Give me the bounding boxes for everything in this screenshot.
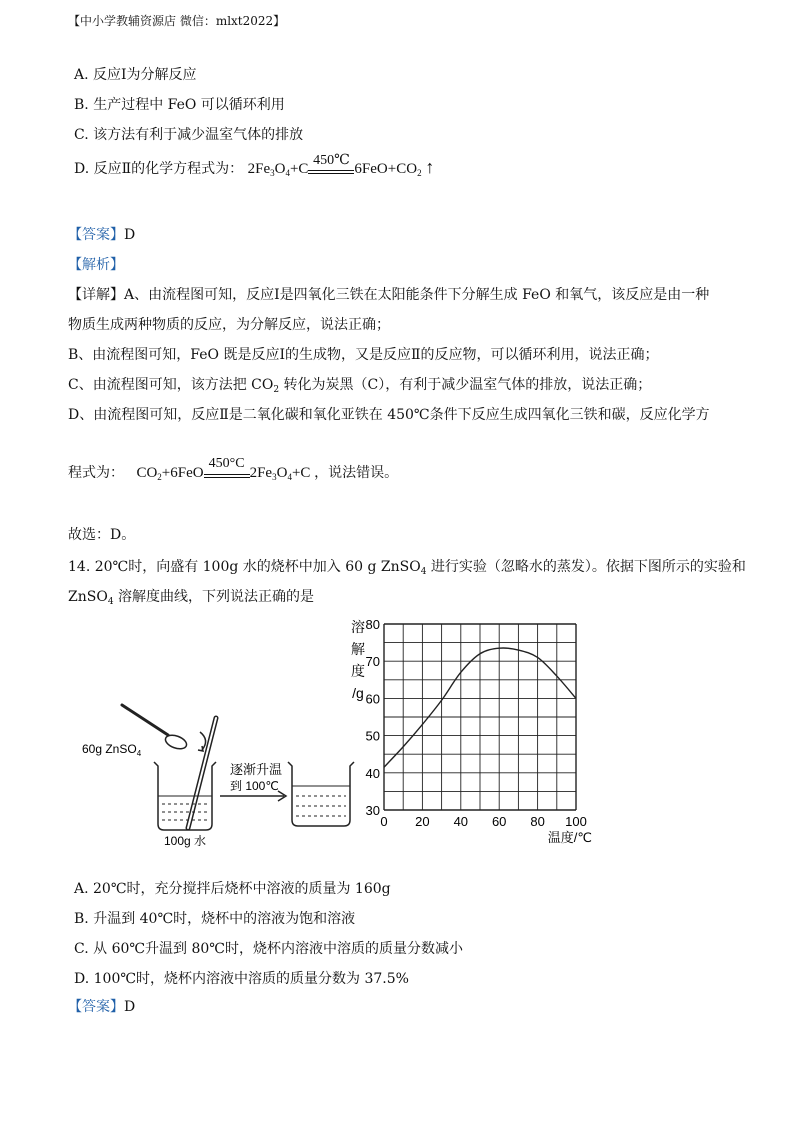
detail-c-text: 转化为炭黑（C），有利于减少温室气体的排放，说法正确；	[279, 377, 652, 393]
heat-label-1: 逐渐升温	[230, 762, 283, 777]
subscript: 2	[417, 168, 422, 178]
analysis-label: 【解析】	[68, 257, 124, 273]
q14-option-c: C. 从 60℃升温到 80℃时，烧杯内溶液中溶质的质量分数减小	[74, 941, 463, 957]
q14-option-d: D. 100℃时，烧杯内溶液中溶质的质量分数为 37.5%	[74, 971, 409, 987]
option-d-prefix: D. 反应Ⅱ的化学方程式为：	[74, 161, 244, 177]
y-tick-labels	[366, 617, 380, 818]
detail-d-line-1: D、由流程图可知，反应Ⅱ是二氧化碳和氧化亚铁在 450℃条件下反应生成四氧化三铁和碳，反应化学方	[68, 407, 710, 423]
answer-label: 【答案】	[68, 999, 124, 1015]
y-axis-label-char: 度	[351, 663, 365, 679]
subscript: 4	[107, 597, 114, 607]
spoon-handle	[122, 705, 168, 735]
equals-line	[308, 170, 354, 171]
solute-label: 60g ZnSO$_4$	[82, 742, 142, 758]
answer-line	[68, 224, 135, 244]
y-tick-label: 40	[365, 765, 380, 781]
heat-label-2: 到 100℃	[230, 779, 279, 793]
q14-text: ZnSO	[68, 589, 108, 605]
answer-label: 【答案】	[68, 227, 124, 243]
q14-text: 14. 20℃时，向盛有 100g 水的烧杯中加入 60 g ZnSO	[68, 559, 421, 575]
y-tick-label: 60	[365, 691, 380, 707]
subscript: 2	[157, 472, 162, 482]
y-axis-label-char: 溶	[351, 619, 365, 635]
detail-b: B、由流程图可知，FeO 既是反应Ⅰ的生成物，又是反应Ⅱ的反应物，可以循环利用，说法正确；	[68, 347, 659, 363]
subscript: 4	[285, 168, 290, 178]
q14-text: 溶解度曲线，下列说法正确的是	[113, 589, 314, 605]
answer-value: D	[124, 999, 136, 1015]
reaction-condition	[204, 456, 250, 482]
y-axis-label-char: 解	[351, 641, 365, 657]
x-tick-label: 60	[491, 814, 507, 829]
formula-term: 6FeO+CO	[354, 161, 418, 177]
equals-line	[308, 173, 354, 174]
formula-term: O	[274, 161, 286, 177]
header-watermark: 【中小学教辅资源店 微信：mlxt2022】	[68, 14, 286, 28]
detail-line-2: 物质生成两种物质的反应，为分解反应，说法正确；	[68, 317, 390, 333]
detail-d-prefix: 程式为：	[68, 465, 124, 481]
y-tick-label: 80	[365, 617, 380, 632]
x-tick-labels	[380, 814, 586, 829]
x-tick-label: 80	[530, 814, 545, 829]
gas-arrow-icon: ↑	[425, 157, 435, 177]
q14-option-b: B. 升温到 40℃时，烧杯中的溶液为饱和溶液	[74, 911, 356, 927]
formula-term: +C	[291, 465, 311, 481]
subscript: 4	[420, 567, 427, 577]
option-d	[74, 152, 434, 178]
subscript: 2	[273, 385, 280, 395]
x-axis-label: 温度/℃	[547, 830, 592, 845]
option-b: B. 生产过程中 FeO 可以循环利用	[74, 97, 285, 113]
option-a: A. 反应Ⅰ为分解反应	[74, 67, 197, 83]
y-axis-label-char: /g	[352, 685, 364, 701]
reaction-condition	[308, 152, 354, 178]
y-tick-label: 70	[365, 654, 380, 670]
y-tick-label: 50	[365, 728, 380, 744]
q14-answer-line	[68, 996, 135, 1016]
formula-term: 2Fe	[249, 465, 273, 481]
detail-c-text: C、由流程图可知，该方法把 CO	[68, 377, 274, 393]
solubility-chart	[340, 612, 610, 852]
x-tick-label: 100	[565, 814, 587, 829]
detail-d-line-2	[68, 456, 398, 482]
detail-c	[68, 374, 651, 394]
x-tick-label: 0	[380, 814, 388, 829]
chart-grid	[384, 624, 576, 810]
formula-term: O	[276, 465, 288, 481]
q14-stem-line-2	[68, 586, 314, 606]
y-axis-label	[351, 619, 365, 701]
detail-line-1: 【详解】A、由流程图可知，反应Ⅰ是四氧化三铁在太阳能条件下分解生成 FeO 和氧气，该反应是由一种	[68, 287, 710, 303]
stir-arrowhead	[198, 746, 203, 751]
x-tick-label: 20	[415, 814, 430, 829]
equals-line	[204, 474, 250, 475]
option-d-formula	[247, 153, 435, 178]
condition-temperature: 450℃	[313, 153, 350, 168]
water-label: 100g 水	[164, 834, 207, 848]
detail-d-suffix: ，说法错误。	[314, 465, 399, 481]
y-tick-label: 30	[365, 803, 380, 818]
formula-term: 2Fe	[247, 161, 271, 177]
correct-formula	[136, 456, 314, 482]
formula-term: CO	[136, 465, 158, 481]
formula-term: +C	[289, 161, 309, 177]
equals-line	[204, 477, 250, 478]
subscript: 3	[272, 472, 277, 482]
condition-temperature: 450°C	[208, 456, 245, 471]
spoon-bowl-icon	[164, 733, 189, 752]
x-tick-label: 40	[453, 814, 469, 829]
option-c: C. 该方法有利于减少温室气体的排放	[74, 127, 304, 143]
conclusion: 故选：D。	[68, 527, 136, 543]
subscript: 4	[287, 472, 292, 482]
subscript: 3	[270, 168, 275, 178]
experiment-figure	[70, 700, 360, 850]
q14-text: 进行实验（忽略水的蒸发）。依据下图所示的实验和	[426, 559, 746, 575]
q14-option-a: A. 20℃时，充分搅拌后烧杯中溶液的质量为 160g	[74, 881, 391, 897]
formula-term: +6FeO	[161, 465, 204, 481]
answer-value: D	[124, 227, 136, 243]
q14-stem-line-1	[68, 556, 746, 576]
